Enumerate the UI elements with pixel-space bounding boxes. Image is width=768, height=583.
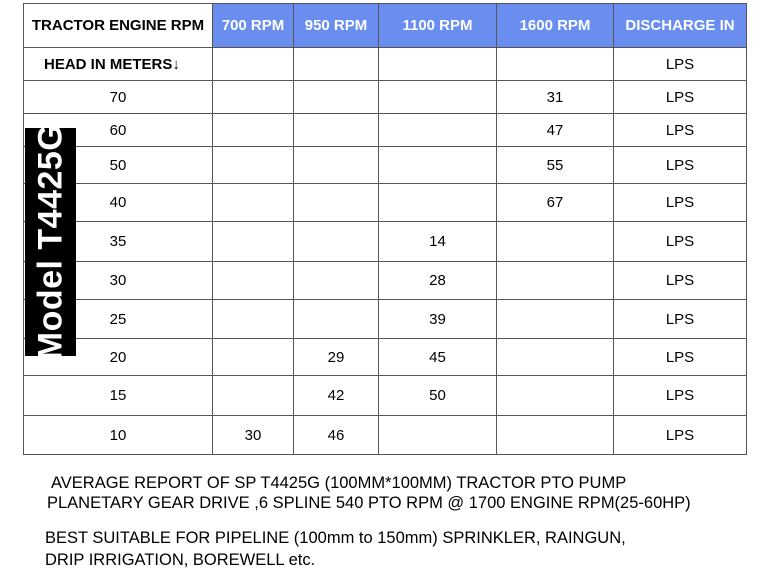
rpm700-cell: 30	[213, 416, 294, 455]
rpm700-cell	[213, 339, 294, 376]
head-cell: 35	[24, 222, 213, 262]
rpm1600-cell	[497, 222, 614, 262]
rpm1600-cell: 67	[497, 184, 614, 222]
rpm700-cell	[213, 222, 294, 262]
table-row	[24, 184, 747, 222]
rpm950-cell	[294, 300, 379, 339]
head-unit-cell: LPS	[614, 48, 747, 81]
head-cell: 15	[24, 376, 213, 416]
rpm950-cell	[294, 147, 379, 184]
rpm950-cell	[294, 114, 379, 147]
table-cell	[213, 48, 294, 81]
rpm1600-cell	[497, 300, 614, 339]
rpm700-cell	[213, 184, 294, 222]
unit-cell: LPS	[614, 339, 747, 376]
rpm1100-cell: 14	[379, 222, 497, 262]
table-row	[24, 222, 747, 262]
header-1600-rpm: 1600 RPM	[497, 4, 614, 48]
table-body	[24, 48, 747, 455]
table-row	[24, 262, 747, 300]
header-engine-rpm: TRACTOR ENGINE RPM	[24, 4, 213, 48]
head-cell: 20	[24, 339, 213, 376]
rpm950-cell: 46	[294, 416, 379, 455]
rpm1100-cell: 39	[379, 300, 497, 339]
rpm1600-cell: 31	[497, 81, 614, 114]
note-line-2: PLANETARY GEAR DRIVE ,6 SPLINE 540 PTO RPM @ 1700 ENGINE RPM(25-60HP)	[47, 494, 691, 512]
rpm950-cell	[294, 184, 379, 222]
rpm1600-cell	[497, 339, 614, 376]
head-in-meters-label: HEAD IN METERS↓	[24, 48, 213, 81]
head-cell: 40	[24, 184, 213, 222]
table-row	[24, 339, 747, 376]
head-cell: 70	[24, 81, 213, 114]
rpm1100-cell	[379, 416, 497, 455]
rpm950-cell	[294, 222, 379, 262]
unit-cell: LPS	[614, 147, 747, 184]
rpm1600-cell	[497, 376, 614, 416]
rpm1100-cell: 28	[379, 262, 497, 300]
rpm700-cell	[213, 376, 294, 416]
head-cell: 50	[24, 147, 213, 184]
head-cell: 10	[24, 416, 213, 455]
head-cell: 60	[24, 114, 213, 147]
rpm1600-cell	[497, 262, 614, 300]
rpm700-cell	[213, 81, 294, 114]
table-cell	[497, 48, 614, 81]
rpm1100-cell	[379, 147, 497, 184]
header-1100-rpm: 1100 RPM	[379, 4, 497, 48]
rpm950-cell	[294, 81, 379, 114]
rpm700-cell	[213, 147, 294, 184]
rpm700-cell	[213, 300, 294, 339]
head-cell: 30	[24, 262, 213, 300]
table-row	[24, 147, 747, 184]
rpm1100-cell: 50	[379, 376, 497, 416]
note-line-3: BEST SUITABLE FOR PIPELINE (100mm to 150mm) SPRINKLER, RAINGUN,	[45, 529, 626, 547]
table-row	[24, 81, 747, 114]
table-row	[24, 300, 747, 339]
rpm700-cell	[213, 114, 294, 147]
note-line-1: AVERAGE REPORT OF SP T4425G (100MM*100MM) TRACTOR PTO PUMP	[51, 474, 627, 492]
table-row	[24, 376, 747, 416]
header-discharge: DISCHARGE IN	[614, 4, 747, 48]
performance-table	[23, 3, 747, 455]
unit-cell: LPS	[614, 81, 747, 114]
model-label: Model T4425G	[31, 123, 69, 361]
rpm1600-cell	[497, 416, 614, 455]
header-700-rpm: 700 RPM	[213, 4, 294, 48]
rpm1600-cell: 47	[497, 114, 614, 147]
rpm700-cell	[213, 262, 294, 300]
unit-cell: LPS	[614, 262, 747, 300]
rpm950-cell: 29	[294, 339, 379, 376]
rpm950-cell: 42	[294, 376, 379, 416]
model-label-box	[25, 123, 76, 361]
rpm1100-cell	[379, 114, 497, 147]
unit-cell: LPS	[614, 114, 747, 147]
unit-cell: LPS	[614, 222, 747, 262]
unit-cell: LPS	[614, 416, 747, 455]
table-cell	[294, 48, 379, 81]
header-row	[24, 4, 747, 48]
head-label-row	[24, 48, 747, 81]
table-cell	[379, 48, 497, 81]
rpm1100-cell	[379, 184, 497, 222]
note-line-4: DRIP IRRIGATION, BOREWELL etc.	[45, 551, 316, 569]
table-row	[24, 114, 747, 147]
rpm1100-cell	[379, 81, 497, 114]
unit-cell: LPS	[614, 376, 747, 416]
unit-cell: LPS	[614, 300, 747, 339]
table-row	[24, 416, 747, 455]
header-950-rpm: 950 RPM	[294, 4, 379, 48]
rpm1600-cell: 55	[497, 147, 614, 184]
head-cell: 25	[24, 300, 213, 339]
unit-cell: LPS	[614, 184, 747, 222]
rpm1100-cell: 45	[379, 339, 497, 376]
rpm950-cell	[294, 262, 379, 300]
